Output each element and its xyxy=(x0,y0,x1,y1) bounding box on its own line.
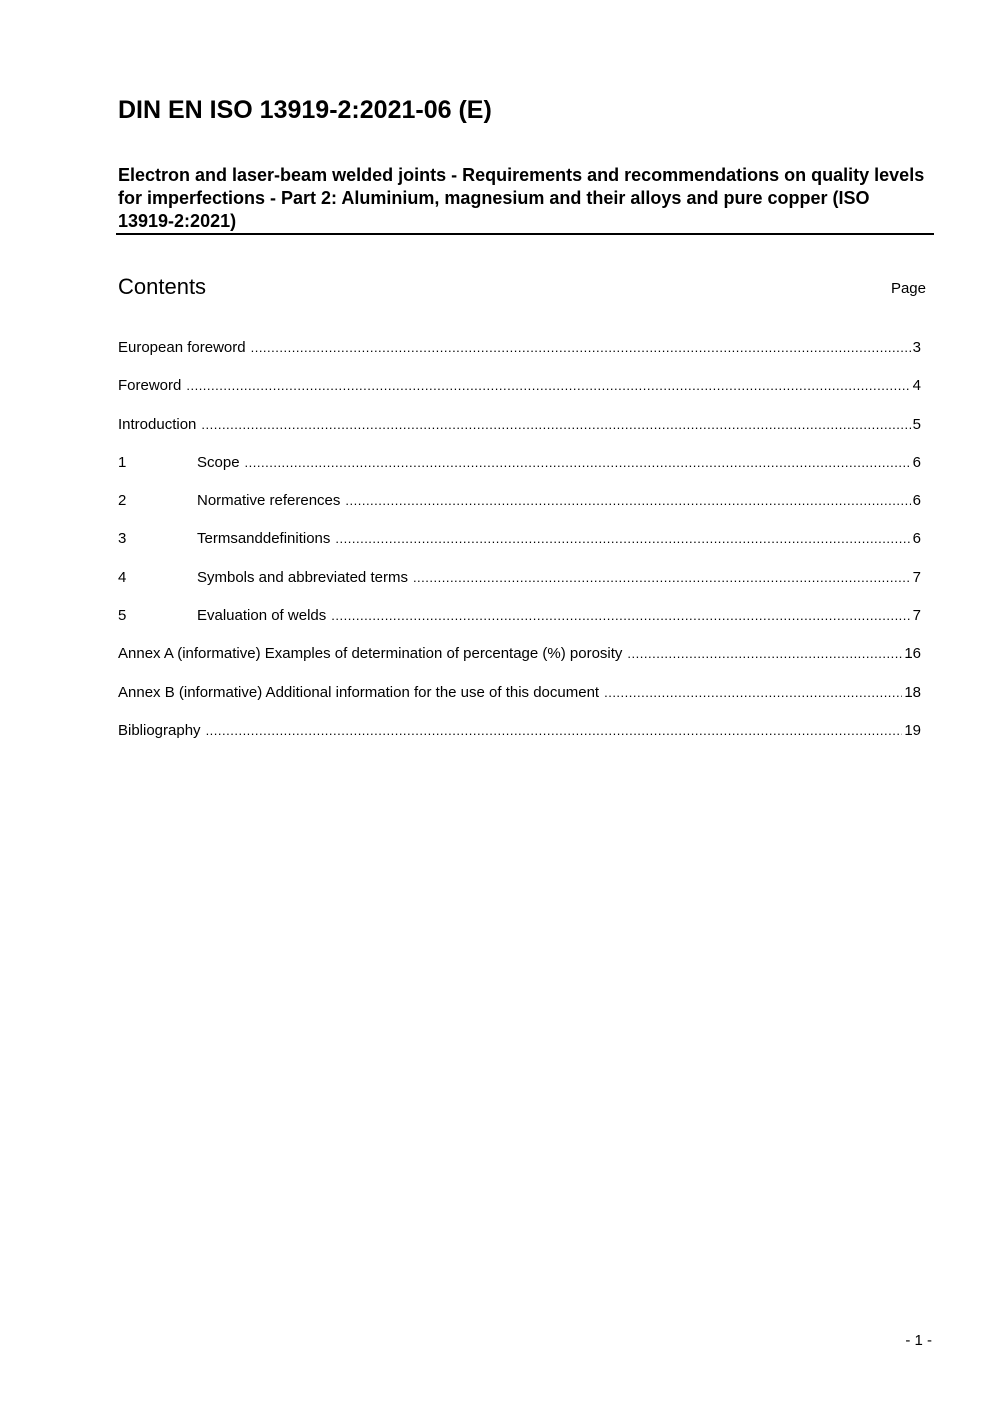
document-id: DIN EN ISO 13919-2:2021-06 (E) xyxy=(118,96,492,124)
toc-entry-symbols-and-abbreviated-terms[interactable] xyxy=(118,568,921,606)
toc-entry-page: 16 xyxy=(904,645,921,663)
toc-entry-page: 19 xyxy=(904,721,921,739)
toc-entry-normative-references[interactable] xyxy=(118,491,921,529)
toc-dot-leader xyxy=(201,415,910,435)
toc-entry-page: 5 xyxy=(912,415,921,433)
toc-entry-page: 18 xyxy=(904,683,921,701)
toc-dot-leader xyxy=(627,644,902,664)
toc-entry-page: 4 xyxy=(912,377,921,395)
toc-entry-number: 2 xyxy=(118,492,127,510)
toc-entry-number: 3 xyxy=(118,530,127,548)
toc-entry-page: 3 xyxy=(912,339,921,356)
toc-entry-label: European foreword xyxy=(118,339,246,356)
toc-dot-leader xyxy=(331,606,910,626)
toc-entry-terms-and-definitions[interactable] xyxy=(118,529,921,567)
toc-entry-label: Termsanddefinitions xyxy=(197,530,331,548)
table-of-contents xyxy=(118,338,921,759)
toc-dot-leader xyxy=(413,568,911,588)
toc-entry-page: 7 xyxy=(912,607,921,625)
toc-entry-label: Symbols and abbreviated terms xyxy=(197,568,408,586)
title-divider xyxy=(116,233,934,235)
toc-entry-page: 6 xyxy=(912,530,921,548)
page-column-heading: Page xyxy=(890,280,926,297)
toc-entry-annex-b[interactable] xyxy=(118,683,921,721)
toc-entry-evaluation-of-welds[interactable] xyxy=(118,606,921,644)
toc-entry-annex-a[interactable] xyxy=(118,644,921,682)
toc-entry-label: Introduction xyxy=(118,415,197,433)
toc-dot-leader xyxy=(335,529,910,549)
toc-dot-leader xyxy=(186,376,910,396)
toc-dot-leader xyxy=(251,338,911,358)
toc-entry-label: Annex A (informative) Examples of determination of percentage (%) porosity xyxy=(118,645,623,663)
toc-entry-label: Evaluation of welds xyxy=(197,607,327,625)
toc-entry-label: Scope xyxy=(197,453,240,471)
toc-entry-label: Foreword xyxy=(118,377,182,395)
toc-dot-leader xyxy=(206,721,903,741)
toc-entry-page: 6 xyxy=(912,453,921,471)
contents-heading: Contents xyxy=(118,274,207,299)
toc-entry-label: Annex B (informative) Additional information for the use of this document xyxy=(118,683,600,701)
toc-entry-introduction[interactable] xyxy=(118,415,921,453)
toc-dot-leader xyxy=(345,491,910,511)
toc-entry-number: 1 xyxy=(118,453,127,471)
toc-entry-page: 7 xyxy=(912,568,921,586)
toc-entry-number: 5 xyxy=(118,607,127,625)
toc-entry-number: 4 xyxy=(118,568,127,586)
toc-entry-label: Normative references xyxy=(197,492,341,510)
document-title: Electron and laser-beam welded joints - Requirements and recommendations on quality levels for imperfections - Part 2: Aluminium, magnesium and their alloys and pure copper (ISO 13919-2:2021) xyxy=(118,165,925,231)
toc-entry-european-foreword[interactable] xyxy=(118,338,921,376)
toc-dot-leader xyxy=(604,683,902,703)
toc-entry-label: Bibliography xyxy=(118,721,201,739)
toc-entry-scope[interactable] xyxy=(118,453,921,491)
toc-entry-page: 6 xyxy=(912,492,921,510)
toc-entry-foreword[interactable] xyxy=(118,376,921,414)
toc-dot-leader xyxy=(245,453,911,473)
toc-entry-bibliography[interactable] xyxy=(118,721,921,759)
page-number: - 1 - xyxy=(905,1332,932,1349)
